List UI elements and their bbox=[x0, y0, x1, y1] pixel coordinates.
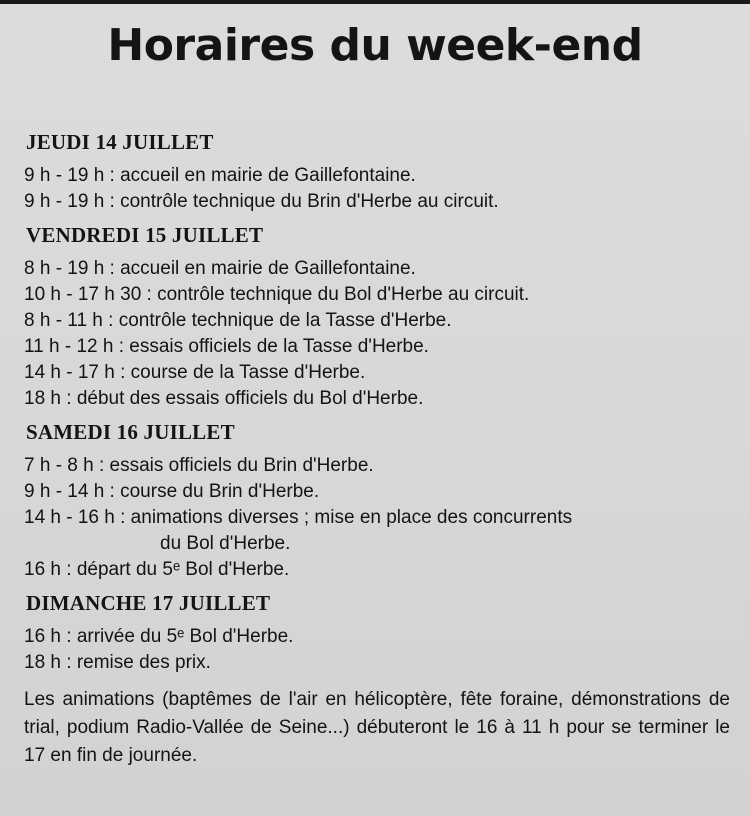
page-title: Horaires du week-end bbox=[107, 20, 643, 71]
top-rule bbox=[0, 0, 750, 4]
event-list bbox=[24, 256, 730, 412]
schedule bbox=[24, 130, 730, 770]
day-thursday bbox=[24, 130, 730, 215]
event-item: 9 h - 19 h : accueil en mairie de Gaillefontaine. bbox=[24, 165, 416, 186]
event-item: 7 h - 8 h : essais officiels du Brin d'Herbe. bbox=[24, 455, 374, 476]
day-heading: JEUDI 14 JUILLET bbox=[26, 130, 214, 154]
event-item: 16 h : arrivée du 5ᵉ Bol d'Herbe. bbox=[24, 626, 294, 647]
event-item: 8 h - 11 h : contrôle technique de la Tasse d'Herbe. bbox=[24, 310, 452, 331]
event-list bbox=[24, 453, 730, 583]
event-item: 16 h : départ du 5ᵉ Bol d'Herbe. bbox=[24, 559, 290, 580]
event-item: 9 h - 14 h : course du Brin d'Herbe. bbox=[24, 481, 320, 502]
day-sunday bbox=[24, 591, 730, 676]
day-friday bbox=[24, 223, 730, 412]
event-text-continuation: du Bol d'Herbe. bbox=[160, 533, 291, 554]
day-heading: SAMEDI 16 JUILLET bbox=[26, 420, 235, 444]
closing-note: Les animations (baptêmes de l'air en hélicoptère, fête foraine, démonstrations de trial, podium Radio-Vallée de Seine...) débuteront le 16 à 11 h pour se terminer le 17 en fin de journée. bbox=[24, 689, 730, 766]
event-text: 14 h - 16 h : animations diverses ; mise en place des concurrents bbox=[24, 507, 573, 528]
event-list bbox=[24, 624, 730, 676]
event-item: 18 h : début des essais officiels du Bol d'Herbe. bbox=[24, 388, 424, 409]
event-item: 14 h - 17 h : course de la Tasse d'Herbe. bbox=[24, 362, 366, 383]
day-saturday bbox=[24, 420, 730, 583]
day-heading: VENDREDI 15 JUILLET bbox=[26, 223, 264, 247]
event-item: 10 h - 17 h 30 : contrôle technique du Bol d'Herbe au circuit. bbox=[24, 284, 530, 305]
event-list bbox=[24, 163, 730, 215]
day-heading: DIMANCHE 17 JUILLET bbox=[26, 591, 271, 615]
event-item: 18 h : remise des prix. bbox=[24, 652, 211, 673]
event-item: 9 h - 19 h : contrôle technique du Brin d'Herbe au circuit. bbox=[24, 191, 499, 212]
event-item: 8 h - 19 h : accueil en mairie de Gaillefontaine. bbox=[24, 258, 416, 279]
event-item bbox=[24, 505, 730, 557]
event-item: 11 h - 12 h : essais officiels de la Tasse d'Herbe. bbox=[24, 336, 429, 357]
